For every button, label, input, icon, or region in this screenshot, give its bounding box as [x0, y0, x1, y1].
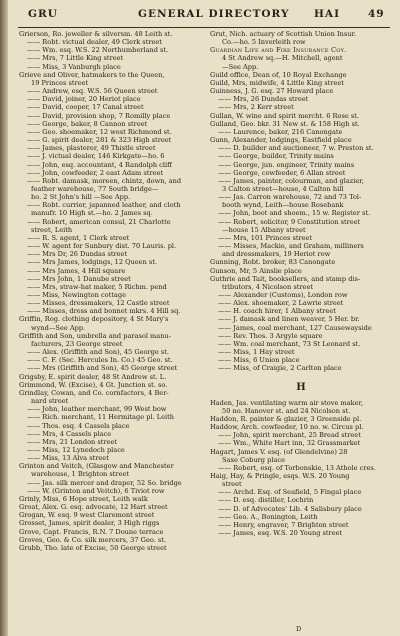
directory-entry: Gullan, W. wine and spirit mercht. 6 Rose st.: [210, 111, 359, 120]
directory-entry: —— Jas. silk mercer and draper, 52 So. bridge: [27, 478, 182, 487]
directory-entry: Groves, Geo. & Co. silk mercers, 37 Geo. st.: [19, 535, 167, 544]
directory-entry: Co.—ho. 5 Inverleith row: [222, 38, 306, 47]
directory-entry: —— J. victual dealer, 146 Kirkgate—ho. 6: [27, 152, 165, 161]
directory-entry: —— David, joiner, 20 Heriot place: [27, 95, 141, 104]
directory-entry: street, Leith: [31, 225, 73, 234]
directory-entry: Grierson, Ro. jeweller & silversm. 48 Leith st.: [19, 30, 173, 38]
directory-entry: —— Miss, 13 Alva street: [27, 454, 109, 463]
directory-entry: —— Robert, esq. of Torbonskie, 13 Athole cres.: [218, 463, 376, 472]
directory-entry: Grimmond, W. (Excise), 4 Gt. Junction st. so.: [19, 380, 168, 389]
directory-entry: —— Alex. (Griffith and Son), 45 George st.: [27, 348, 169, 357]
directory-entry: 3 Calton street—house, 4 Calton hill: [222, 184, 344, 193]
directory-entry: —— Mrs, 21 London street: [27, 437, 118, 446]
directory-entry: street: [222, 480, 242, 489]
directory-entry: Guild, Mrs, midwife, 4 Little King street: [210, 78, 344, 87]
directory-entry: Griffith and Son, umbrella and parasol manu-: [19, 331, 171, 340]
directory-entry: —— Miss, 6 Union place: [218, 356, 300, 365]
directory-entry: ho. 2 St John's hill —See App.: [31, 193, 131, 202]
right-column: [210, 30, 392, 537]
directory-entry: Haig, Hay, & Pringle, esqs. W.S. 20 Young: [210, 471, 350, 480]
header-left-word: GRU: [28, 8, 58, 20]
directory-entry: —— Robert, american consul, 21 Charlotte: [27, 217, 171, 226]
directory-entry: —— Robert, solicitor, 9 Constitution street: [218, 217, 361, 226]
directory-entry: —— John, leather merchant, 99 West bow: [27, 405, 167, 414]
directory-entry: Grubb, Tho. late of Excise, 50 George street: [19, 543, 167, 552]
directory-entry: 19 Princes street: [31, 78, 89, 87]
directory-entry: —— James, painter, colourman, and glazier,: [218, 176, 364, 185]
directory-entry: —— Mrs James, lodgings, 12 Queen st.: [27, 258, 158, 267]
directory-entry: —— James, plasterer, 49 Thistle street: [27, 144, 156, 153]
directory-entry: —— Robt. victual dealer, 49 Clerk street: [27, 38, 162, 47]
directory-entry: nard street: [31, 397, 69, 406]
section-letter-heading: H: [296, 381, 306, 393]
directory-entry: —— Jas. Carron warehouse, 72 and 73 Tol-: [218, 193, 362, 202]
directory-entry: —— Misses, Mackie, and Graham, milliners: [218, 242, 364, 251]
header-rule: [18, 27, 390, 28]
directory-entry: Haddon, R. painter & glazier, 3 Greenside pl.: [210, 414, 362, 423]
directory-entry: —— Misses, dress and bonnet mkrs. 4 Hill sq.: [27, 307, 181, 316]
directory-entry: —— David, provision shop, 7 Romilly place: [27, 111, 171, 120]
directory-entry: —— W. agent for Sunbury dist. 70 Lauris. pl.: [27, 242, 177, 251]
directory-entry: —— George, builder, Trinity mains: [218, 152, 334, 161]
directory-entry: Guardian Life and Fire Insurance Coy.: [210, 46, 347, 55]
directory-entry: Guild office, Dean of, 10 Royal Exchange: [210, 70, 347, 79]
signature-mark: D: [296, 625, 302, 633]
directory-entry: Gulland, Geo. bkr. 31 New st. & 158 High st.: [210, 119, 360, 128]
directory-entry: —— Rev. Thos. 3 Argyle square: [218, 331, 323, 340]
directory-entry: —— James, coal merchant, 127 Causewayside: [218, 323, 372, 332]
directory-entry: —— John, boot and shoem., 15 w. Register st.: [218, 209, 371, 218]
directory-entry: —— G. spirit dealer, 281 & 323 High street: [27, 136, 172, 145]
directory-entry: Grieve and Oliver, hatmakers to the Queen,: [19, 70, 165, 79]
directory-entry: —— Archd. Esq. of Seafield, 5 Fingal place: [218, 488, 362, 497]
directory-entry: Grigsby, E. spirit dealer, 48 St Andrew st. L.: [19, 372, 167, 381]
directory-entry: Grove, Capt. Francis, R.N. 7 Doune terrace: [19, 527, 164, 536]
directory-entry: —— Wm. esq. W.S. 22 Northumberland st.: [27, 46, 169, 55]
directory-entry: —— Geo. shoemaker, 12 west Richmond st.: [27, 127, 172, 136]
directory-entry: —— George, jun. engineer, Trinity mains: [218, 160, 355, 169]
directory-entry: —— D. esq. distiller, Lochrin: [218, 496, 314, 505]
directory-entry: —— Rich. merchant, 11 Hermitage pl. Leith: [27, 413, 175, 422]
directory-entry: —— George, cowfeeder, 6 Allan street: [218, 168, 346, 177]
directory-entry: 50 no. Hanover st. and 24 Nicolson st.: [222, 406, 351, 415]
directory-entry: —— Mrs, 26 Dundas street: [218, 95, 309, 104]
directory-entry: Gunning, Robt. broker, 83 Canongate: [210, 258, 336, 267]
directory-entry: —— Thos. esq. 4 Cassels place: [27, 421, 130, 430]
directory-entry: —— Mrs (Griffith and Son), 45 George street: [27, 364, 178, 373]
directory-entry: Gunn, Alexander, lodgings, Eastfield place: [210, 136, 352, 145]
directory-entry: Haddow, Arch. cowfeeder, 10 no. w. Circus pl.: [210, 423, 364, 432]
header-right-word: HAI: [314, 8, 340, 20]
directory-entry: —— Mrs John, 1 Danube street: [27, 274, 131, 283]
directory-entry: and dressmakers, 19 Heriot row: [222, 250, 331, 259]
directory-entry: —— George, baker, 8 Cannon street: [27, 119, 148, 128]
directory-entry: —— Miss, 1 Hay street: [218, 348, 295, 357]
directory-entry: —— Mrs, 101 Princes street: [218, 233, 313, 242]
directory-entry: —— Andrew, esq. W.S. 56 Queen street: [27, 87, 158, 96]
directory-entry: —— W. (Grinton and Veitch), 6 Tiviot row: [27, 486, 165, 495]
directory-entry: —— Geo. A., Bonington, Leith: [218, 512, 318, 521]
directory-entry: —— Misses, dressmakers, 12 Castle street: [27, 299, 170, 308]
directory-entry: —house 15 Albany street: [222, 225, 306, 234]
directory-entry: Grogan, W. esq. 9 west Claremont street: [19, 511, 155, 520]
directory-entry: —— Henry, engraver, 7 Brighton street: [218, 520, 349, 529]
directory-entry: facturers, 23 George street: [31, 339, 123, 348]
directory-entry: —— Mrs, 7 Little King street: [27, 54, 124, 63]
directory-entry: Hagart, James V. esq. (of Glendelvine) 28: [210, 447, 348, 456]
directory-entry: Groat, Alex. G. esq. advocate, 12 Hart street: [19, 503, 168, 512]
directory-entry: Griffin, Rog. clothing depository, 4 St Mary's: [19, 315, 169, 324]
directory-entry: Guthrie and Tait, booksellers, and stamp dis-: [210, 274, 361, 283]
directory-entry: —See App.: [222, 62, 259, 71]
directory-entry: wynd—See App.: [31, 323, 86, 332]
directory-entry: —— Wm. coal merchant, 73 St Leonard st.: [218, 339, 361, 348]
left-column: [19, 30, 201, 552]
directory-entry: —— Alexander (Customs), London row: [218, 291, 348, 299]
directory-entry: —— Miss, Newington cottage: [27, 291, 126, 299]
directory-entry: —— Alex. shoemaker, 2 Lawrie street: [218, 299, 344, 308]
directory-entry: —— J. damask and linen weaver, 5 Her. br.: [218, 315, 360, 324]
directory-entry: —— D. builder and auctioneer, 7 w. Preston st.: [218, 144, 374, 153]
directory-entry: Grut, Nich. actuary of Scottish Union Insur.: [210, 30, 356, 38]
directory-entry: —— C. F. (Sec. Hercules In. Co.) 45 Geo. st.: [27, 356, 173, 365]
directory-entry: Grinly, Miss, 6 Hope street, Leith walk: [19, 494, 148, 503]
header-title: GENERAL DIRECTORY: [138, 8, 290, 20]
directory-entry: —— John, spirit merchant, 25 Bread street: [218, 431, 361, 440]
directory-entry: —— R. S. agent, 1 Clerk street: [27, 233, 130, 242]
directory-entry: Grinton and Veitch, (Glasgow and Manchester: [19, 462, 174, 471]
directory-entry: —— Mrs, straw-hat maker, 5 Richm. pend: [27, 282, 167, 291]
directory-entry: Grosset, James, spirit dealer, 3 High riggs: [19, 519, 160, 528]
directory-entry: —— Mrs, 4 Cassels place: [27, 429, 112, 438]
directory-entry: booth wynd, Leith—house Rosebank: [222, 201, 344, 210]
directory-entry: —— Miss, 3 Vanburgh place: [27, 62, 121, 71]
directory-entry: tributors, 4 Nicolson street: [222, 282, 314, 291]
directory-entry: Saxe Coburg place: [222, 455, 285, 464]
running-header: [20, 8, 390, 22]
directory-entry: —— H. coach hirer, 1 Albany street: [218, 307, 336, 316]
directory-entry: —— Miss, 12 Lynedoch place: [27, 445, 125, 454]
directory-entry: Gunson, Mr, 5 Ainslie place: [210, 266, 302, 275]
directory-entry: —— James, esq. W.S. 20 Young street: [218, 529, 343, 538]
directory-entry: —— Mrs James, 4 Hill square: [27, 266, 126, 275]
directory-entry: —— Miss, of Craigie, 2 Carlton place: [218, 364, 342, 373]
directory-entry: —— John, esq. accountant, 4 Randolph cliff: [27, 160, 172, 169]
directory-entry: —— Laurence, baker, 216 Canongate: [218, 127, 343, 136]
directory-entry: Haden, Jas. ventilating warm air stove maker,: [210, 398, 364, 407]
directory-entry: 4 St Andrew sq.—H. Mitchell, agent: [222, 54, 343, 63]
directory-entry: —— David, cooper, 17 Canal street: [27, 103, 144, 112]
directory-entry: —— Robt. damask, moreen, chintz, down, and: [27, 176, 182, 185]
directory-entry: —— D. of Advocates' Lib. 4 Salisbury place: [218, 504, 362, 513]
directory-entry: —— Robt. currier, japanned leather, and cloth: [27, 201, 181, 210]
directory-entry: manufr. 10 High st.—ho. 2 James sq.: [31, 209, 153, 218]
page-spine-shadow: [0, 0, 8, 636]
directory-entry: —— Mrs Dr, 26 Dundas street: [27, 250, 128, 259]
directory-entry: —— Wm., White Hart inn, 32 Grassmarket: [218, 439, 361, 448]
directory-entry: warehouse, 1 Brighton street: [31, 470, 130, 479]
directory-entry: Grindlay, Cowan, and Co. cornfactors, 4 Ber-: [19, 388, 169, 397]
directory-entry: Guinness, J. G. esq. 27 Howard place: [210, 87, 334, 96]
directory-entry: feather warehouse, 77 South bridge—: [31, 184, 159, 193]
directory-entry: —— Mrs, 2 Kerr street: [218, 103, 294, 112]
page-number: 49: [368, 8, 385, 20]
directory-entry: —— John, cowfeeder, 2 east Adam street: [27, 168, 164, 177]
